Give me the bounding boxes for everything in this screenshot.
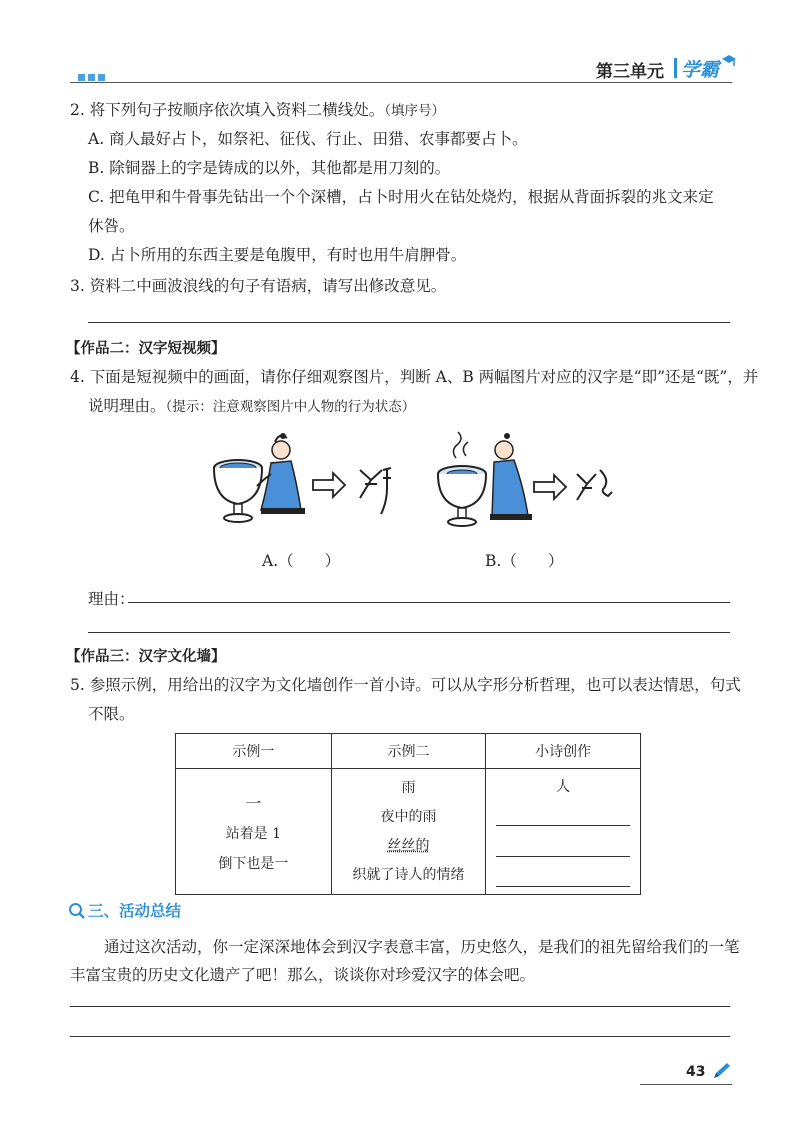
example1-line1: 站着是 1 [225,826,282,842]
header-rule [70,82,732,83]
creation-char: 人 [556,779,571,795]
search-icon [68,902,86,924]
header-example1: 示例一 [176,734,332,769]
label-b[interactable]: B.（ ） [485,552,564,570]
unit-title: 第三单元 [596,62,664,82]
example2-line3: 织就了诗人的情绪 [352,866,465,883]
creation-cell [486,769,641,895]
q2-option-a: A. 商人最好占卜，如祭祀、征伐、行止、田猎、农事都要占卜。 [88,130,528,148]
brand-logo: 学霸 [681,59,720,81]
creation-line-3[interactable] [496,886,630,887]
example2-char: 雨 [401,779,416,796]
summary-answer-line-1[interactable] [70,1006,730,1007]
summary-answer-line-2[interactable] [70,1036,730,1037]
work3-tag: 【作品三：汉字文化墙】 [66,649,226,665]
example1-line2: 倒下也是一 [218,856,289,872]
pencil-icon [712,1062,732,1084]
creation-line-1[interactable] [496,825,630,826]
q5-line1: 5. 参照示例，用给出的汉字为文化墙创作一首小诗。可以从字形分析哲理，也可以表达情思，句式 [70,676,741,694]
example2-line1: 夜中的雨 [380,808,437,825]
q3-stem: 3. 资料二中画波浪线的句子有语病，请写出修改意见。 [70,277,447,295]
example2-cell [331,769,486,895]
q2-option-c: C. 把龟甲和牛骨事先钻出一个个深槽，占卜时用火在钻处烧灼，根据从背面拆裂的兆文来定 [88,188,714,206]
summary-title: 三、活动总结 [88,901,182,920]
creation-line-2[interactable] [496,856,630,857]
example2-line2: 丝丝的 [387,837,430,854]
q2-option-b: B. 除铜器上的字是铸成的以外，其他都是用刀刻的。 [88,159,451,177]
q2-stem: 2. 将下列句子按顺序依次填入资料二横线处。（填序号） [70,101,445,119]
figure-b [432,430,617,538]
brand-cap-icon [722,52,736,71]
reason-label: 理由： [88,590,135,608]
q2-option-c-cont: 休咎。 [88,217,135,235]
figure-a [205,428,400,538]
q5-line2: 不限。 [88,705,135,723]
header-example2: 示例二 [331,734,486,769]
reason-line-2[interactable] [88,632,730,633]
header-creation: 小诗创作 [486,734,641,769]
reason-line-1[interactable] [128,602,730,603]
brand-bar [674,58,677,78]
example1-char: 一 [245,794,262,813]
example1-cell [176,769,332,895]
q2-option-d: D. 占卜所用的东西主要是龟腹甲，有时也用牛肩胛骨。 [88,246,467,264]
page-number: 43 [686,1064,706,1080]
q4-line2: 说明理由。（提示：注意观察图片中人物的行为状态） [88,397,416,415]
label-a[interactable]: A.（ ） [262,552,341,570]
q4-line1: 4. 下面是短视频中的画面，请你仔细观察图片，判断 A、B 两幅图片对应的汉字是“即”还是“既”，并 [70,368,759,386]
poem-table [175,733,641,895]
summary-line1: 通过这次活动，你一定深深地体会到汉字表意丰富，历史悠久，是我们的祖先留给我们的一笔 [104,938,740,956]
q3-answer-line[interactable] [88,322,730,323]
summary-line2: 丰富宝贵的历史文化遗产了吧！那么，谈谈你对珍爱汉字的体会吧。 [70,966,536,984]
footer-rule [640,1084,732,1085]
work2-tag: 【作品二：汉字短视频】 [66,341,226,357]
